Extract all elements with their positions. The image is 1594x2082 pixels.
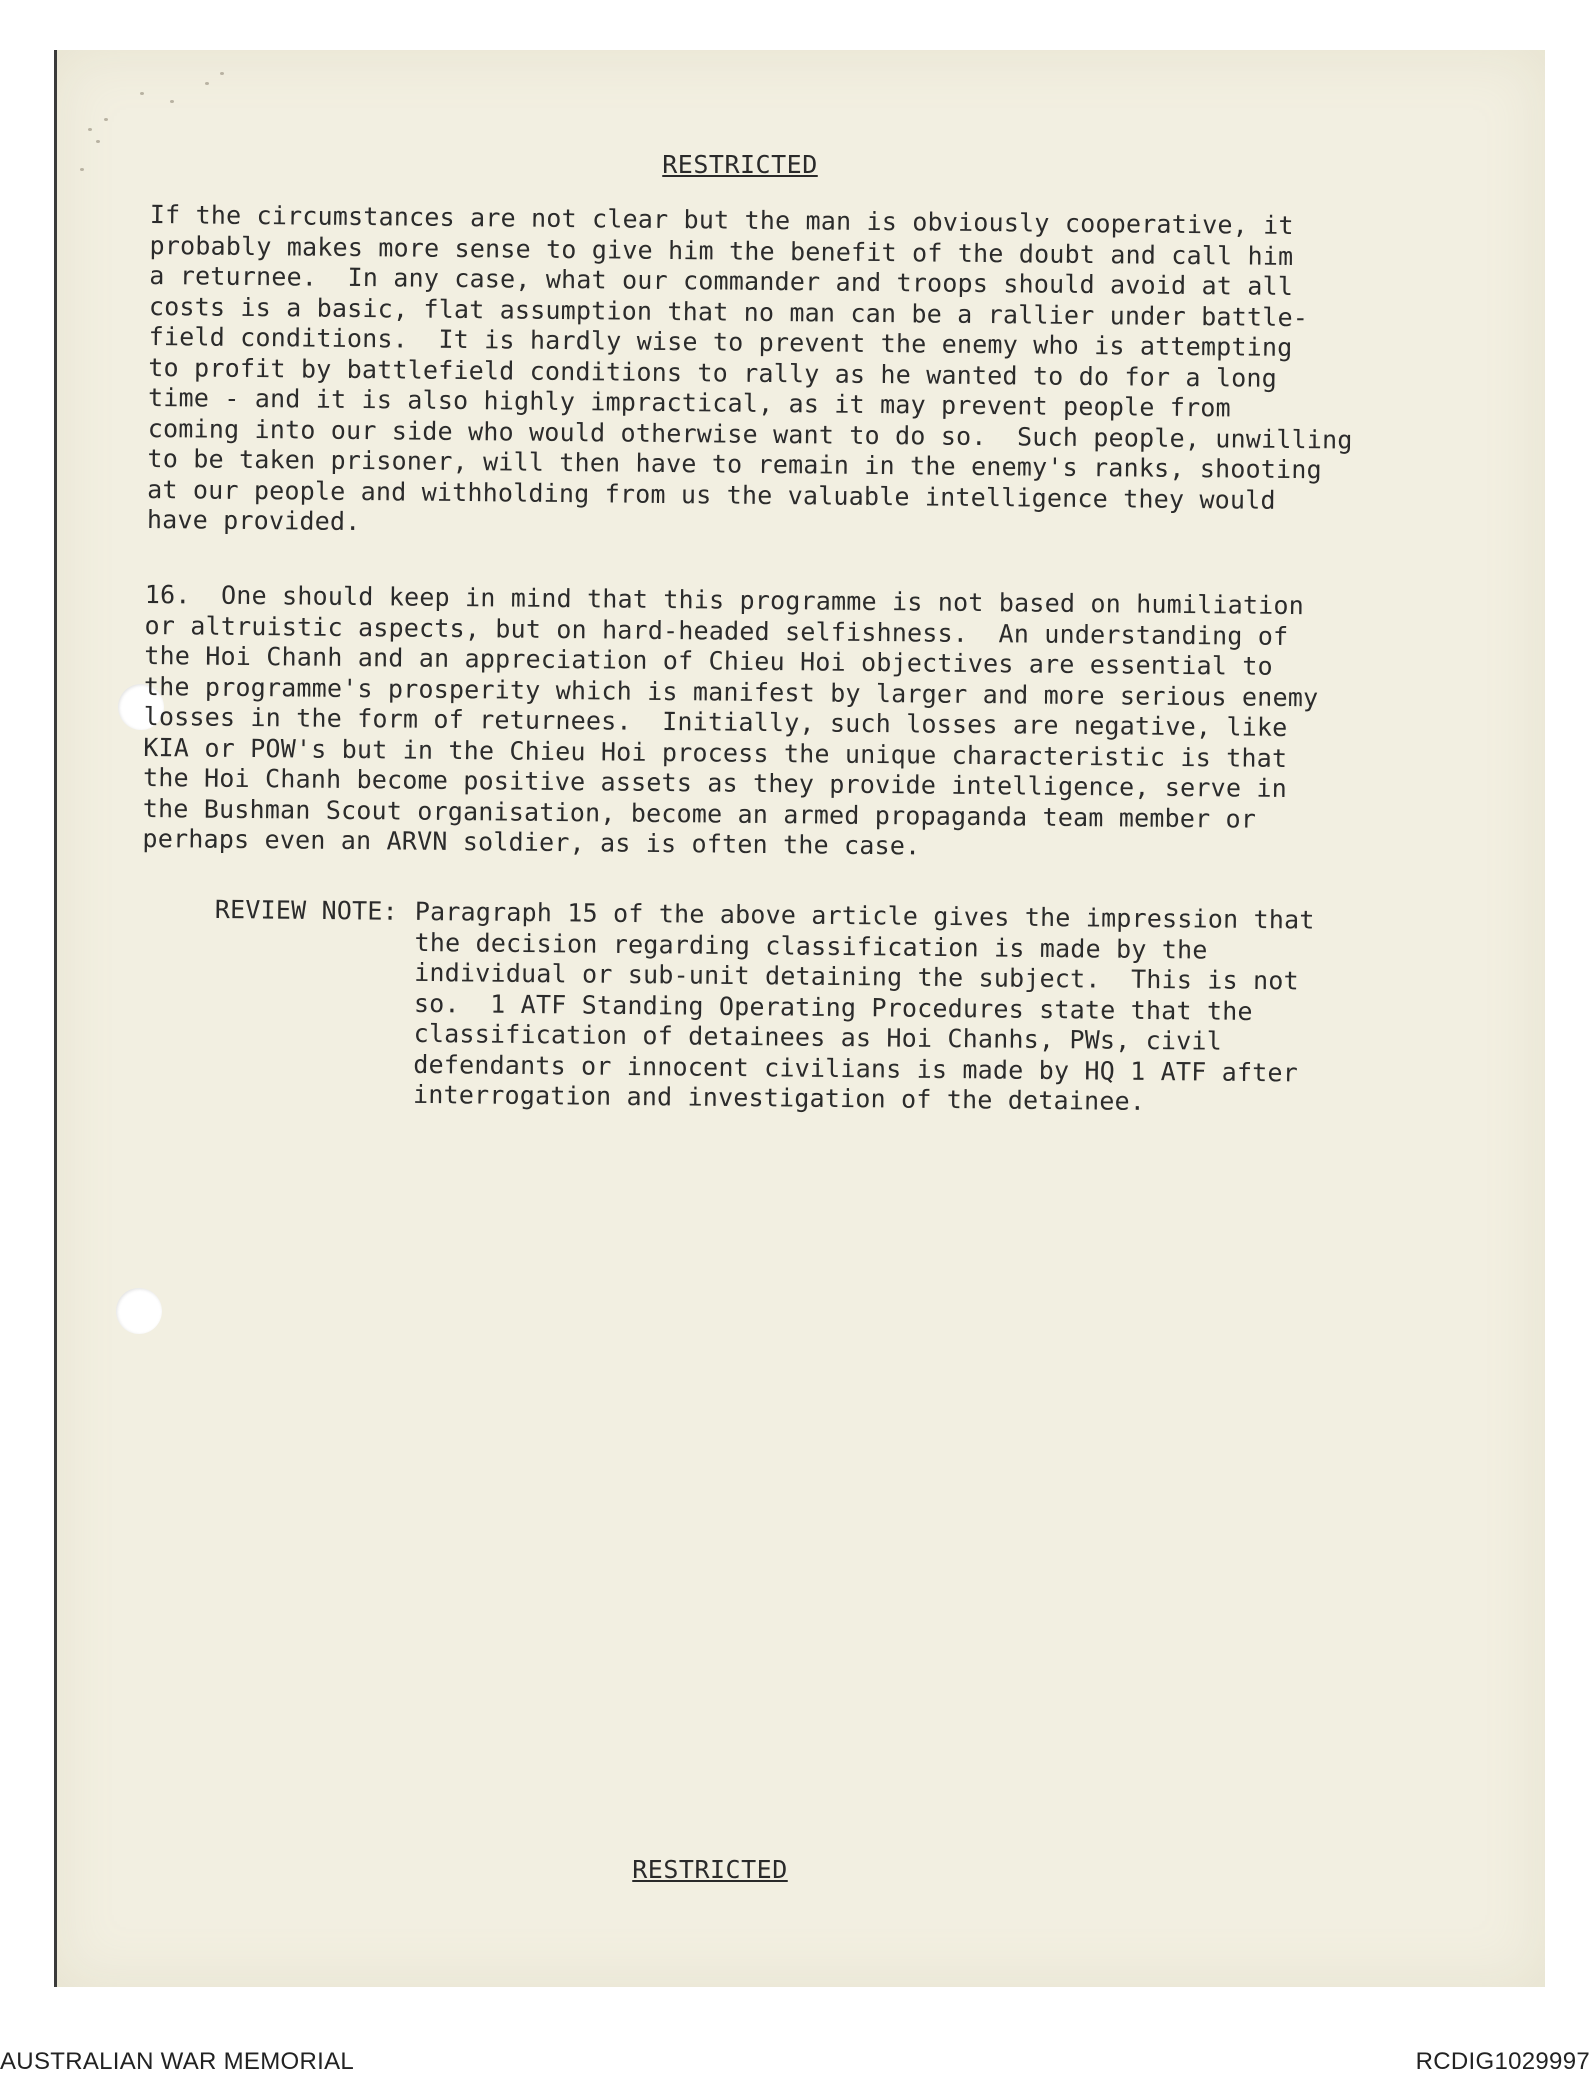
paper-speck: [140, 92, 144, 95]
classification-header: RESTRICTED: [662, 150, 818, 179]
punch-hole-lower: [116, 1288, 162, 1334]
paper-speck: [80, 168, 84, 171]
paper-speck: [205, 82, 209, 85]
review-note-text: Paragraph 15 of the above article gives the impression that the decision regarding classification is made by the individual or sub-unit detaining the subject. This is not so. 1 ATF Standing Operating Procedures state that the classification of detainees as Hoi Chanhs, PWs, civil defendants or innocent civilians is made by HQ 1 ATF after interrogation and investigation of the detainee.: [412, 896, 1315, 1116]
page-edge: [54, 50, 57, 1987]
review-note-label: REVIEW NOTE:: [214, 895, 399, 926]
classification-footer: RESTRICTED: [632, 1855, 788, 1884]
paper-speck: [220, 72, 224, 75]
paragraph-16: 16. One should keep in mind that this programme is not based on humiliation or altruistic aspects, but on hard-headed selfishness. An understanding of the Hoi Chanh and an appreciation of Chieu Hoi objectives are essential to the programme's prosperity which is manifest by larger and more serious enemy losses in the form of returnees. Initially, such losses are negative, like KIA or POW's but in the Chieu Hoi process the unique characteristic is that the Hoi Chanh become positive assets as they provide intelligence, serve in the Bushman Scout organisation, become an armed propaganda team member or perhaps even an ARVN soldier, as is often the case.: [142, 580, 1319, 861]
paper-speck: [170, 100, 174, 103]
paper-speck: [104, 118, 108, 121]
archive-credit: AUSTRALIAN WAR MEMORIAL: [0, 2048, 355, 2075]
paper-speck: [96, 140, 100, 143]
archive-reference-id: RCDIG1029997: [1415, 2048, 1590, 2075]
paper-speck: [88, 128, 92, 131]
paragraph-continued: If the circumstances are not clear but the man is obviously cooperative, it probably makes more sense to give him the benefit of the doubt and call him a returnee. In any case, what our commander and troops should avoid at all costs is a basic, flat assumption that no man can be a rallier under battle- field conditions. It is hardly wise to prevent the enemy who is attempting to profit by battlefield conditions to rally as he wanted to do for a long time - and it is also highly impractical, as it may prevent people from coming into our side who would otherwise want to do so. Such people, unwilling to be taken prisoner, will then have to remain in the enemy's ranks, shooting at our people and withholding from us the valuable intelligence they would have provided.: [146, 200, 1353, 537]
